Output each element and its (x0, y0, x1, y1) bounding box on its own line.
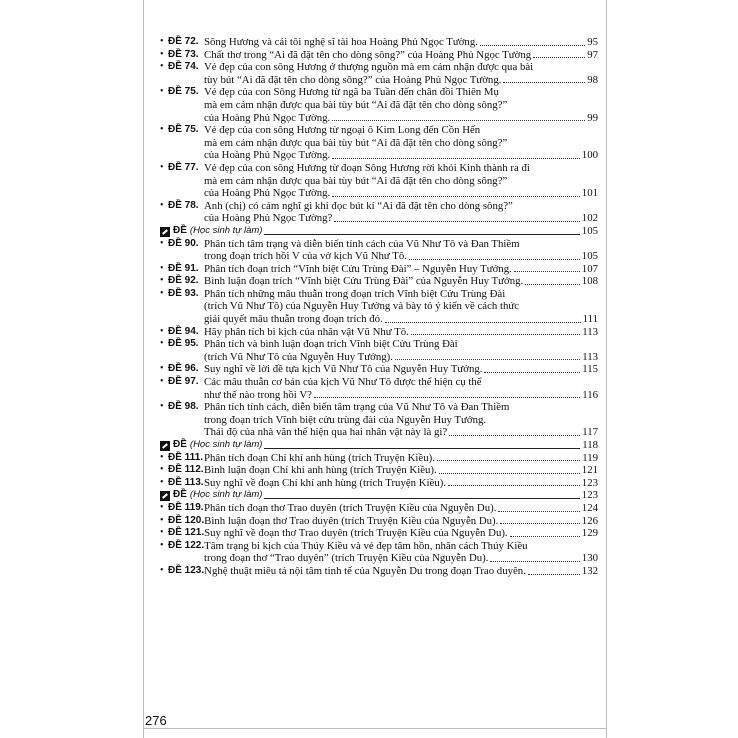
entry-text: Hãy phân tích bi kịch của nhân vật Vũ Như Tô. (204, 325, 409, 338)
toc-entry[interactable] (160, 452, 598, 465)
exercise-number: ĐỀ 78. (168, 199, 199, 211)
exercise-number: ĐỀ 94. (168, 325, 199, 337)
entry-text: của Hoàng Phủ Ngọc Tường. (204, 111, 331, 124)
bullet-icon: • (160, 325, 164, 337)
dot-leader (314, 397, 580, 398)
entry-text: của Hoàng Phủ Ngọc Tường? (204, 212, 333, 225)
dot-leader (411, 334, 580, 335)
pencil-icon (160, 227, 170, 237)
dot-leader (514, 271, 580, 272)
page-ref: 105 (581, 250, 598, 263)
exercise-number: ĐỀ 95. (168, 338, 199, 350)
section-note: (Học sinh tự làm) (189, 489, 263, 501)
entry-text: Thái độ của nhà văn thể hiện qua hai nhân vật này là gì? (204, 426, 448, 439)
page-ref: 107 (581, 262, 598, 275)
bullet-icon: • (160, 36, 164, 47)
exercise-number: ĐỀ 123. (168, 564, 205, 576)
exercise-number: ĐỀ 112. (168, 464, 204, 476)
bullet-icon: • (160, 237, 164, 249)
bullet-icon: • (160, 527, 164, 539)
entry-text: trong đoạn thơ “Trao duyên” (trích Truyện Kiều của Nguyễn Du). (204, 552, 489, 565)
exercise-number: ĐỀ 75. (168, 124, 199, 136)
entry-text: Bình luận đoạn trích “Vĩnh biệt Cửu Trùng Đài” của Nguyễn Huy Tưởng. (204, 275, 524, 288)
bullet-icon: • (160, 161, 164, 173)
dot-leader (264, 448, 580, 449)
entry-text: Các mâu thuẫn cơ bản của kịch Vũ Như Tô được thể hiện cụ thể (204, 376, 482, 389)
bullet-icon: • (160, 464, 164, 476)
page-ref: 132 (581, 564, 598, 577)
entry-text: Phân tích tính cách, diễn biến tâm trạng của Vũ Như Tô và Đan Thiềm (204, 401, 510, 414)
exercise-number: ĐỀ 75. (168, 86, 199, 98)
entry-text: (trích Vũ Như Tô của Nguyễn Huy Tưởng). (204, 350, 393, 363)
page-ref: 111 (582, 313, 598, 326)
section-note: (Học sinh tự làm) (189, 224, 263, 236)
toc-entry[interactable] (160, 515, 598, 528)
dot-leader (500, 523, 579, 524)
exercise-number: ĐỀ 90. (168, 237, 199, 249)
exercise-number: ĐỀ 72. (168, 36, 199, 47)
toc-entry[interactable] (160, 376, 598, 401)
bullet-icon: • (160, 514, 164, 526)
dot-leader (437, 460, 580, 461)
page-ref: 100 (581, 149, 598, 162)
entry-text: trong đoạn trích Vĩnh biệt cửu trùng đài của Nguyễn Huy Tưởng. (204, 413, 487, 426)
entry-text: mà em cảm nhận được qua bài tùy bút “Ai đã đặt tên cho dòng sông?” (204, 136, 508, 149)
exercise-number: ĐỀ 91. (168, 262, 199, 274)
section-label: ĐỀ (173, 489, 187, 501)
page-ref: 108 (581, 275, 598, 288)
exercise-number: ĐỀ 119. (168, 501, 204, 513)
toc-section-header (160, 489, 598, 502)
page-ref: 102 (581, 212, 598, 225)
entry-text: Vẻ đẹp của con sông Hương ở thượng nguồn mà em cảm nhận được qua bài (204, 61, 534, 74)
entry-text: trong đoạn trích hồi V của vở kịch Vũ Như Tô. (204, 250, 407, 263)
page-edge-bottom (143, 728, 607, 729)
dot-leader (395, 359, 580, 360)
dot-leader (528, 574, 580, 575)
exercise-number: ĐỀ 97. (168, 376, 199, 388)
dot-leader (264, 234, 579, 235)
page-ref: 118 (582, 439, 598, 451)
dot-leader (449, 435, 580, 436)
entry-text: Phân tích những mâu thuẫn trong đoạn trích Vĩnh biệt Cửu Trùng Đài (204, 287, 506, 300)
dot-leader (385, 322, 581, 323)
bullet-icon: • (160, 451, 164, 463)
bullet-icon: • (160, 287, 164, 299)
exercise-number: ĐỀ 121. (168, 527, 205, 539)
bullet-icon: • (160, 48, 164, 60)
page-ref: 101 (581, 187, 598, 200)
toc-entry[interactable] (160, 338, 598, 363)
bullet-icon: • (160, 376, 164, 388)
dot-leader (334, 221, 579, 222)
entry-text: giải quyết mâu thuẫn trong đoạn trích đó. (204, 313, 383, 326)
exercise-number: ĐỀ 92. (168, 275, 199, 287)
toc-entry[interactable] (160, 477, 598, 490)
toc-entry[interactable] (160, 275, 598, 288)
bullet-icon: • (160, 338, 164, 350)
entry-text: Bình luận đoạn Chí khí anh hùng (trích Truyện Kiều). (204, 464, 437, 477)
entry-text: Nghệ thuật miêu tả nội tâm tinh tế của Nguyễn Du trong đoạn Trao duyên. (204, 564, 526, 577)
page-edge-left (143, 0, 144, 738)
entry-text: Phân tích đoạn Chí khí anh hùng (trích Truyện Kiều). (204, 451, 435, 464)
exercise-number: ĐỀ 96. (168, 363, 199, 375)
toc-section-header (160, 439, 598, 452)
bullet-icon: • (160, 262, 164, 274)
dot-leader (448, 485, 580, 486)
exercise-number: ĐỀ 77. (168, 161, 199, 173)
page-ref: 119 (582, 451, 598, 464)
entry-text: Suy nghĩ về đoạn Chí khí anh hùng (trích Truyện Kiều). (204, 476, 447, 489)
entry-text: Chất thơ trong “Ai đã đặt tên cho dòng sông?” của Hoàng Phủ Ngọc Tường (204, 48, 532, 61)
entry-text: Tâm trạng bi kịch của Thúy Kiều và vẻ đẹp tâm hồn, nhân cách Thúy Kiều (204, 539, 528, 552)
toc-section-header (160, 225, 598, 238)
dot-leader (332, 158, 580, 159)
page-ref: 99 (587, 111, 598, 124)
dot-leader (439, 473, 580, 474)
toc-entry[interactable] (160, 527, 598, 540)
page-number: 276 (145, 713, 167, 728)
toc-entry[interactable] (160, 49, 598, 62)
page-ref: 129 (581, 527, 598, 540)
toc-entry[interactable] (160, 288, 598, 326)
page-ref: 113 (582, 325, 598, 338)
entry-text: mà em cảm nhận được qua bài tùy bút “Ai đã đặt tên cho dòng sông?” (204, 174, 508, 187)
page-ref: 124 (581, 501, 598, 514)
table-of-contents (160, 36, 598, 578)
bullet-icon: • (160, 363, 164, 375)
entry-text: của Hoàng Phủ Ngọc Tường. (204, 187, 331, 200)
page-ref: 121 (581, 464, 598, 477)
toc-entry[interactable] (160, 124, 598, 162)
exercise-number: ĐỀ 120. (168, 514, 205, 526)
exercise-number: ĐỀ 93. (168, 287, 199, 299)
pencil-icon (160, 491, 170, 501)
toc-entry[interactable] (160, 263, 598, 276)
dot-leader (332, 120, 585, 121)
toc-entry[interactable] (160, 61, 598, 86)
bullet-icon: • (160, 61, 164, 73)
entry-text: (trích Vũ Như Tô) của Nguyễn Huy Tưởng và bày tỏ ý kiến về cách thức (204, 300, 520, 313)
bullet-icon: • (160, 86, 164, 98)
toc-entry[interactable] (160, 502, 598, 515)
page-ref: 105 (581, 224, 598, 237)
page-ref: 98 (587, 73, 598, 86)
entry-text: Vẻ đẹp của con sông Hương từ ngoại ô Kim Long đến Cồn Hến (204, 124, 481, 137)
dot-leader (503, 82, 585, 83)
page-ref: 123 (581, 476, 598, 489)
toc-entry[interactable] (160, 326, 598, 339)
page-ref: 115 (582, 363, 598, 376)
section-note: (Học sinh tự làm) (189, 439, 263, 450)
toc-entry[interactable] (160, 200, 598, 225)
toc-entry[interactable] (160, 238, 598, 263)
entry-text: Phân tích tâm trạng và diễn biến tính cách của Vũ Như Tô và Đan Thiềm (204, 237, 520, 250)
exercise-number: ĐỀ 111. (168, 451, 204, 463)
bullet-icon: • (160, 539, 164, 551)
bullet-icon: • (160, 199, 164, 211)
bullet-icon: • (160, 124, 164, 136)
dot-leader (409, 259, 580, 260)
entry-text: Vẻ đẹp của con Sông Hương từ ngã ba Tuần đến chân đồi Thiên Mụ (204, 86, 499, 99)
bullet-icon: • (160, 476, 164, 488)
entry-text: Phân tích đoạn thơ Trao duyên (trích Truyện Kiều của Nguyễn Du). (204, 501, 497, 514)
page-ref: 95 (587, 36, 598, 48)
page-ref: 116 (582, 388, 598, 401)
entry-text: tùy bút “Ai đã đặt tên cho dòng sông?” của Hoàng Phủ Ngọc Tường. (204, 73, 502, 86)
toc-entry[interactable] (160, 540, 598, 565)
dot-leader (332, 196, 580, 197)
entry-text: mà em cảm nhận được qua bài tùy bút “Ai đã đặt tên cho dòng sông?” (204, 98, 508, 111)
dot-leader (484, 372, 580, 373)
page-ref: 130 (581, 552, 598, 565)
dot-leader (525, 284, 580, 285)
page-ref: 113 (582, 350, 598, 363)
toc-entry[interactable] (160, 363, 598, 376)
pencil-icon (160, 441, 170, 451)
exercise-number: ĐỀ 98. (168, 401, 199, 413)
toc-entry[interactable] (160, 36, 598, 49)
entry-text: của Hoàng Phủ Ngọc Tường. (204, 149, 331, 162)
toc-entry[interactable] (160, 86, 598, 124)
toc-entry[interactable] (160, 162, 598, 200)
exercise-number: ĐỀ 113. (168, 476, 204, 488)
dot-leader (510, 536, 580, 537)
entry-text: Sông Hương và cái tôi nghệ sĩ tài hoa Hoàng Phủ Ngọc Tường. (204, 36, 478, 48)
page-edge-right (606, 0, 607, 738)
toc-entry[interactable] (160, 401, 598, 439)
entry-text: Anh (chị) có cảm nghĩ gì khi đọc bút kí “Ai đã đặt tên cho dòng sông?” (204, 199, 513, 212)
section-label: ĐỀ (173, 439, 187, 450)
dot-leader (533, 57, 585, 58)
exercise-number: ĐỀ 73. (168, 48, 199, 60)
page-ref: 97 (587, 48, 598, 61)
exercise-number: ĐỀ 122. (168, 539, 205, 551)
bullet-icon: • (160, 564, 164, 576)
entry-text: Phân tích đoạn trích “Vĩnh biệt Cửu Trùng Đài” – Nguyễn Huy Tưởng. (204, 262, 512, 275)
section-label: ĐỀ (173, 224, 187, 236)
entry-text: Suy nghĩ về đoạn thơ Trao duyên (trích Truyện Kiều của Nguyễn Du). (204, 527, 508, 540)
page-ref: 117 (582, 426, 598, 439)
exercise-number: ĐỀ 74. (168, 61, 199, 73)
dot-leader (498, 511, 579, 512)
entry-text: như thế nào trong hồi V? (204, 388, 312, 401)
bullet-icon: • (160, 275, 164, 287)
dot-leader (264, 498, 579, 499)
toc-entry[interactable] (160, 565, 598, 578)
page-ref: 123 (581, 489, 598, 502)
bullet-icon: • (160, 401, 164, 413)
entry-text: Phân tích và bình luận đoạn trích Vĩnh biệt Cửu Trùng Đài (204, 338, 458, 351)
entry-text: Suy nghĩ về lời đề tựa kịch Vũ Như Tô của Nguyễn Huy Tưởng. (204, 363, 483, 376)
dot-leader (480, 45, 585, 46)
toc-entry[interactable] (160, 464, 598, 477)
entry-text: Vẻ đẹp của con sông Hương từ đoạn Sông Hương rời khỏi Kinh thành ra đi (204, 161, 530, 174)
page-ref: 126 (581, 514, 598, 527)
dot-leader (490, 561, 579, 562)
bullet-icon: • (160, 501, 164, 513)
entry-text: Bình luận đoạn thơ Trao duyên (trích Truyện Kiều của Nguyễn Du). (204, 514, 499, 527)
